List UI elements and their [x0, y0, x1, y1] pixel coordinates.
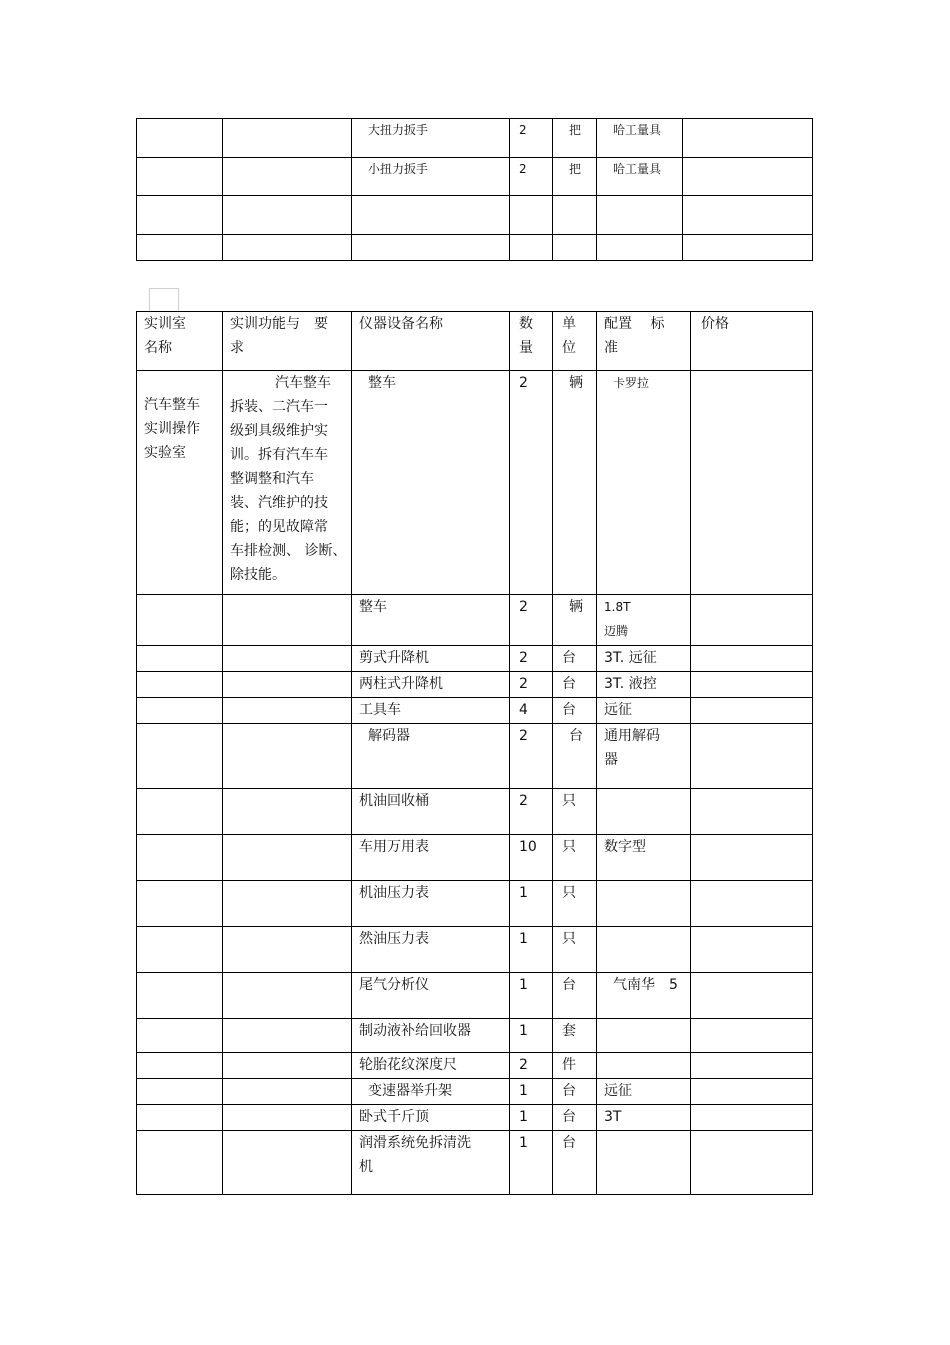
function-cell [223, 1131, 352, 1195]
table-row [137, 835, 813, 881]
function-cell [223, 235, 352, 261]
equipment-name-cell: 两柱式升降机 [352, 672, 510, 698]
quantity-cell: 2 [510, 595, 553, 646]
unit-cell: 只 [553, 927, 597, 973]
equipment-name-cell: 然油压力表 [352, 927, 510, 973]
equipment-name-cell: 大扭力扳手 [352, 119, 510, 158]
equipment-name-cell [352, 235, 510, 261]
unit-cell: 件 [553, 1053, 597, 1079]
room-cell [137, 1053, 223, 1079]
unit-cell: 台 [553, 1105, 597, 1131]
function-cell [223, 646, 352, 672]
price-cell [691, 595, 813, 646]
quantity-cell [510, 235, 553, 261]
quantity-cell: 2 [510, 724, 553, 789]
unit-cell: 把 [553, 119, 597, 158]
function-cell [223, 1019, 352, 1053]
room-cell [137, 158, 223, 196]
spec-cell [597, 1053, 691, 1079]
spec-cell: 远征 [597, 698, 691, 724]
spec-cell: 3T. 远征 [597, 646, 691, 672]
table-row [137, 235, 813, 261]
equipment-table-continued [136, 118, 813, 261]
quantity-cell: 1 [510, 1079, 553, 1105]
room-name-cell: 汽车整车 实训操作 实验室 [137, 371, 223, 595]
spec-cell: 通用解码 器 [597, 724, 691, 789]
header-room-name: 实训室 名称 [137, 312, 223, 371]
room-cell [137, 835, 223, 881]
unit-cell: 只 [553, 789, 597, 835]
equipment-name-cell: 整车 [352, 371, 510, 595]
quantity-cell: 2 [510, 789, 553, 835]
quantity-cell: 4 [510, 698, 553, 724]
equipment-name-cell: 解码器 [352, 724, 510, 789]
price-cell [691, 698, 813, 724]
price-cell [691, 881, 813, 927]
function-cell [223, 973, 352, 1019]
empty-text-frame [149, 288, 179, 311]
room-cell [137, 724, 223, 789]
quantity-cell: 1 [510, 1105, 553, 1131]
table-row [137, 158, 813, 196]
function-cell [223, 789, 352, 835]
price-cell [691, 927, 813, 973]
equipment-name-cell: 机油压力表 [352, 881, 510, 927]
equipment-name-cell: 车用万用表 [352, 835, 510, 881]
header-quantity: 数 量 [510, 312, 553, 371]
function-cell: 汽车整车 拆装、二汽车一 级到具级维护实 训。拆有汽车车 整调整和汽车 装、汽维护的技 能；的见故障常 车排检测、 诊断、 除技能。 [223, 371, 352, 595]
room-cell [137, 672, 223, 698]
price-cell [691, 1105, 813, 1131]
room-cell [137, 881, 223, 927]
function-cell [223, 196, 352, 235]
equipment-name-cell: 工具车 [352, 698, 510, 724]
quantity-cell: 10 [510, 835, 553, 881]
spec-cell: 哈工量具 [597, 119, 683, 158]
table-row [137, 371, 813, 595]
spec-cell [597, 881, 691, 927]
spec-cell [597, 1019, 691, 1053]
price-cell [691, 646, 813, 672]
equipment-name-cell [352, 196, 510, 235]
function-cell [223, 724, 352, 789]
unit-cell: 辆 [553, 595, 597, 646]
equipment-name-cell: 卧式千斤顶 [352, 1105, 510, 1131]
unit-cell: 只 [553, 835, 597, 881]
table-row [137, 1053, 813, 1079]
table-row [137, 196, 813, 235]
room-cell [137, 927, 223, 973]
table-row [137, 973, 813, 1019]
quantity-cell: 2 [510, 1053, 553, 1079]
quantity-cell: 1 [510, 973, 553, 1019]
function-cell [223, 672, 352, 698]
spec-cell [597, 235, 683, 261]
unit-cell: 台 [553, 698, 597, 724]
price-cell [683, 119, 813, 158]
equipment-name-cell: 尾气分析仪 [352, 973, 510, 1019]
unit-cell: 台 [553, 724, 597, 789]
quantity-cell: 1 [510, 1019, 553, 1053]
spec-cell [597, 927, 691, 973]
quantity-cell: 2 [510, 158, 553, 196]
equipment-name-cell: 剪式升降机 [352, 646, 510, 672]
spec-cell [597, 196, 683, 235]
table-row [137, 672, 813, 698]
room-cell [137, 1019, 223, 1053]
unit-cell [553, 235, 597, 261]
unit-cell [553, 196, 597, 235]
unit-cell: 台 [553, 672, 597, 698]
unit-cell: 只 [553, 881, 597, 927]
price-cell [691, 835, 813, 881]
table-row [137, 595, 813, 646]
function-cell [223, 158, 352, 196]
quantity-cell: 1 [510, 881, 553, 927]
table-row [137, 881, 813, 927]
equipment-name-cell: 变速器举升架 [352, 1079, 510, 1105]
price-cell [691, 1079, 813, 1105]
room-cell [137, 1079, 223, 1105]
price-cell [691, 1131, 813, 1195]
table-row [137, 698, 813, 724]
spec-cell [597, 1131, 691, 1195]
header-equipment-name: 仪器设备名称 [352, 312, 510, 371]
price-cell [683, 235, 813, 261]
unit-cell: 把 [553, 158, 597, 196]
function-cell [223, 1079, 352, 1105]
quantity-cell: 2 [510, 119, 553, 158]
room-cell [137, 196, 223, 235]
unit-cell: 台 [553, 1131, 597, 1195]
equipment-name-cell: 整车 [352, 595, 510, 646]
equipment-name-cell: 制动液补给回收器 [352, 1019, 510, 1053]
table-row [137, 1105, 813, 1131]
function-cell [223, 1105, 352, 1131]
function-cell [223, 119, 352, 158]
price-cell [691, 973, 813, 1019]
spec-cell: 哈工量具 [597, 158, 683, 196]
room-cell [137, 119, 223, 158]
function-cell [223, 927, 352, 973]
unit-cell: 台 [553, 646, 597, 672]
equipment-name-cell: 润滑系统免拆清洗 机 [352, 1131, 510, 1195]
room-cell [137, 973, 223, 1019]
quantity-cell: 1 [510, 1131, 553, 1195]
price-cell [691, 1053, 813, 1079]
header-spec: 配置 标 准 [597, 312, 691, 371]
header-price: 价格 [691, 312, 813, 371]
quantity-cell: 2 [510, 371, 553, 595]
room-cell [137, 595, 223, 646]
function-cell [223, 698, 352, 724]
spec-cell: 气南华 5 [597, 973, 691, 1019]
quantity-cell: 2 [510, 672, 553, 698]
room-cell [137, 698, 223, 724]
room-cell [137, 646, 223, 672]
price-cell [683, 196, 813, 235]
function-cell [223, 835, 352, 881]
spec-cell: 3T. 液控 [597, 672, 691, 698]
header-row [137, 312, 813, 371]
table-row [137, 1079, 813, 1105]
unit-cell: 套 [553, 1019, 597, 1053]
equipment-name-cell: 机油回收桶 [352, 789, 510, 835]
unit-cell: 台 [553, 1079, 597, 1105]
price-cell [691, 789, 813, 835]
header-unit: 单 位 [553, 312, 597, 371]
unit-cell: 台 [553, 973, 597, 1019]
price-cell [691, 724, 813, 789]
price-cell [691, 672, 813, 698]
price-cell [691, 371, 813, 595]
room-cell [137, 789, 223, 835]
quantity-cell: 1 [510, 927, 553, 973]
table-row [137, 646, 813, 672]
room-cell [137, 235, 223, 261]
quantity-cell [510, 196, 553, 235]
spec-cell: 远征 [597, 1079, 691, 1105]
table-row [137, 119, 813, 158]
spec-cell: 卡罗拉 [597, 371, 691, 595]
table-row [137, 927, 813, 973]
function-cell [223, 595, 352, 646]
spec-cell [597, 789, 691, 835]
equipment-name-cell: 小扭力扳手 [352, 158, 510, 196]
room-cell [137, 1131, 223, 1195]
equipment-name-cell: 轮胎花纹深度尺 [352, 1053, 510, 1079]
function-cell [223, 1053, 352, 1079]
price-cell [683, 158, 813, 196]
table-row [137, 789, 813, 835]
table-row [137, 1019, 813, 1053]
spec-cell: 3T [597, 1105, 691, 1131]
unit-cell: 辆 [553, 371, 597, 595]
header-function: 实训功能与 要 求 [223, 312, 352, 371]
room-cell [137, 1105, 223, 1131]
function-cell [223, 881, 352, 927]
spec-cell: 1.8T 迈腾 [597, 595, 691, 646]
table-row [137, 1131, 813, 1195]
price-cell [691, 1019, 813, 1053]
equipment-table [136, 311, 813, 1195]
table-row [137, 724, 813, 789]
quantity-cell: 2 [510, 646, 553, 672]
spec-cell: 数字型 [597, 835, 691, 881]
